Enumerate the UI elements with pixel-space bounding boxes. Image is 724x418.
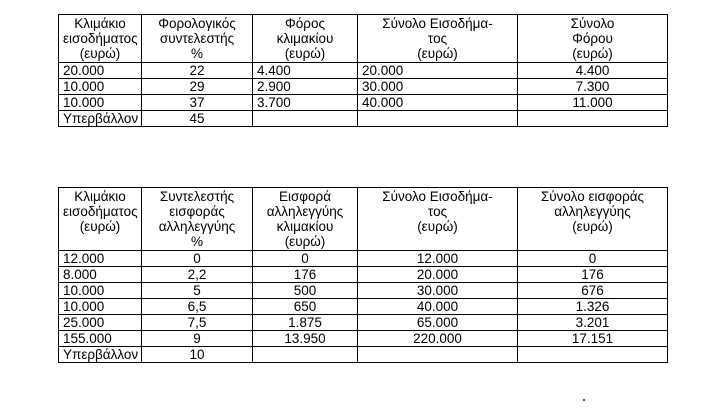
table-header [59, 15, 668, 63]
table-cell: 25.000 [59, 315, 142, 331]
table-cell: 3.201 [518, 315, 668, 331]
table-row [59, 95, 668, 111]
header-line: εισοδήματος [63, 204, 138, 219]
table-row [59, 267, 668, 283]
header-line: Σύνολο [570, 16, 615, 31]
table-cell: 500 [253, 283, 358, 299]
column-header [358, 15, 518, 63]
table-cell: 5 [142, 283, 253, 299]
header-line: Φορολογικός [158, 16, 236, 31]
header-line: τος [427, 31, 448, 46]
table-cell: 10 [142, 347, 253, 363]
header-line: Κλιμάκιο [74, 189, 126, 204]
table-cell: 1.875 [253, 315, 358, 331]
table-cell [253, 347, 358, 363]
header-line: κλιμακίου [276, 219, 334, 234]
table-cell: 9 [142, 331, 253, 347]
header-line: Κλιμάκιο [74, 16, 126, 31]
column-header [59, 15, 142, 63]
header-row [59, 15, 668, 63]
table-cell: 155.000 [59, 331, 142, 347]
table-header [59, 188, 668, 251]
header-line: (ευρώ) [417, 46, 458, 61]
table-cell [358, 111, 518, 127]
table-body [59, 251, 668, 363]
table-row [59, 79, 668, 95]
column-header [142, 188, 253, 251]
table-cell: 65.000 [358, 315, 518, 331]
table-cell: 2,2 [142, 267, 253, 283]
table-cell [358, 347, 518, 363]
header-line: αλληλεγγύης [554, 204, 631, 219]
table-cell: 0 [518, 251, 668, 267]
table-cell: 20.000 [358, 267, 518, 283]
table-row [59, 331, 668, 347]
table-cell: 11.000 [518, 95, 668, 111]
table-cell: 7,5 [142, 315, 253, 331]
header-line: % [190, 46, 203, 61]
header-line: συντελεστής [159, 31, 235, 46]
header-line: Εισφορά [278, 189, 332, 204]
header-line: (ευρώ) [79, 46, 121, 61]
table-cell: 30.000 [358, 79, 518, 95]
table-cell: 1.326 [518, 299, 668, 315]
solidarity-contribution-scale-table [58, 187, 668, 363]
table-cell: 45 [142, 111, 253, 127]
table-cell: Υπερβάλλον [59, 111, 142, 127]
table-cell: 4.400 [518, 63, 668, 79]
header-line: (ευρώ) [284, 234, 326, 249]
table-cell: 10.000 [59, 95, 142, 111]
table-cell [518, 347, 668, 363]
table-cell: 3.700 [253, 95, 358, 111]
column-header [358, 188, 518, 251]
header-line: Συντελεστής [159, 189, 235, 204]
table-cell: 10.000 [59, 79, 142, 95]
header-line: (ευρώ) [284, 46, 326, 61]
table-body [59, 63, 668, 127]
table-row [59, 111, 668, 127]
table-cell: 40.000 [358, 299, 518, 315]
header-line: αλληλεγγύης [158, 219, 236, 234]
header-line: αλληλεγγύης [266, 204, 344, 219]
table-cell: 8.000 [59, 267, 142, 283]
table-cell: 37 [142, 95, 253, 111]
table-row [59, 299, 668, 315]
table-row [59, 63, 668, 79]
column-header [59, 188, 142, 251]
table-cell [518, 111, 668, 127]
table-cell: 12.000 [59, 251, 142, 267]
header-line: (ευρώ) [572, 46, 613, 61]
column-header [518, 188, 668, 251]
table-cell: 30.000 [358, 283, 518, 299]
header-line: τος [427, 204, 448, 219]
table-row [59, 251, 668, 267]
header-line: εισφοράς [169, 204, 225, 219]
table-row [59, 347, 668, 363]
table-cell [253, 111, 358, 127]
table-cell: 4.400 [253, 63, 358, 79]
table-cell: 676 [518, 283, 668, 299]
header-line: Σύνολο Εισοδήμα- [382, 16, 493, 31]
column-header [518, 15, 668, 63]
table-cell: 0 [253, 251, 358, 267]
table-cell: 10.000 [59, 299, 142, 315]
header-line: εισοδήματος [63, 31, 138, 46]
table-cell: 12.000 [358, 251, 518, 267]
table-cell: 29 [142, 79, 253, 95]
header-line: (ευρώ) [572, 219, 613, 234]
table-cell: 7.300 [518, 79, 668, 95]
column-header [253, 188, 358, 251]
header-line: Σύνολο εισφοράς [540, 189, 645, 204]
header-line: % [190, 234, 203, 249]
header-row [59, 188, 668, 251]
stray-mark [583, 399, 585, 401]
table-cell: Υπερβάλλον [59, 347, 142, 363]
table-cell: 220.000 [358, 331, 518, 347]
header-line: Σύνολο Εισοδήμα- [382, 189, 493, 204]
header-line: (ευρώ) [79, 219, 121, 234]
table-cell: 20.000 [358, 63, 518, 79]
table-cell: 10.000 [59, 283, 142, 299]
table-cell: 13.950 [253, 331, 358, 347]
table-cell: 17.151 [518, 331, 668, 347]
table-row [59, 315, 668, 331]
header-line: κλιμακίου [276, 31, 334, 46]
header-line: Φόρος [285, 16, 325, 31]
table-cell: 650 [253, 299, 358, 315]
header-line: Φόρου [572, 31, 613, 46]
table-cell: 40.000 [358, 95, 518, 111]
column-header [142, 15, 253, 63]
table-cell: 2.900 [253, 79, 358, 95]
column-header [253, 15, 358, 63]
income-tax-scale-table [58, 14, 668, 127]
table-cell: 0 [142, 251, 253, 267]
table-cell: 176 [518, 267, 668, 283]
table-cell: 22 [142, 63, 253, 79]
table-cell: 176 [253, 267, 358, 283]
table-row [59, 283, 668, 299]
table-cell: 6,5 [142, 299, 253, 315]
table-cell: 20.000 [59, 63, 142, 79]
header-line: (ευρώ) [417, 219, 458, 234]
